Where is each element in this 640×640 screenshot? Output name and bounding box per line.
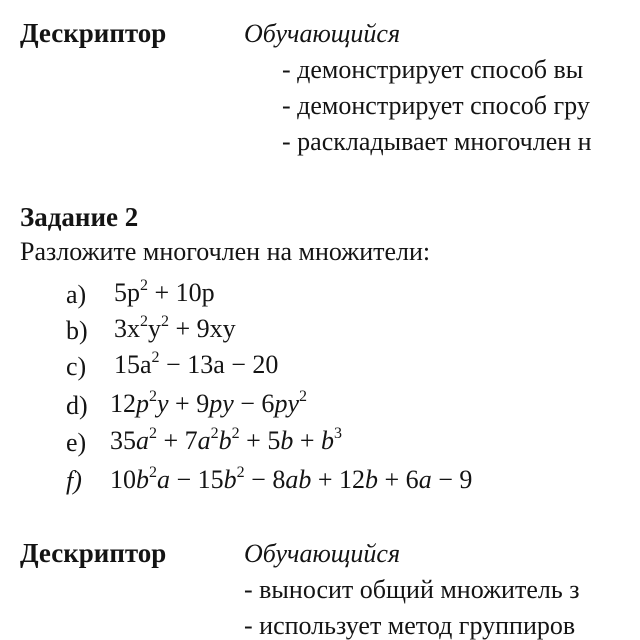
task-instruction: Разложите многочлен на множители: xyxy=(20,237,431,266)
exercise-expression-d: $12p^2y + 9py - 6py^2$ xyxy=(110,388,307,418)
descriptor-heading-2: Дескриптор xyxy=(20,538,167,568)
exercise-expression-f: $10b^2a - 15b^2 - 8ab + 12b + 6a - 9$ xyxy=(110,464,473,494)
descriptor-heading-1: Дескриптор xyxy=(20,18,167,48)
exercise-expression-e: $35a^2 + 7a^2b^2 + 5b + b^3$ xyxy=(110,425,343,455)
exercise-expression-b: $3x^2y^2 + 9xy$ xyxy=(114,313,236,343)
exercise-expression-c: $15a^2 - 13a - 20$ xyxy=(114,349,279,379)
exercise-label-c: c) xyxy=(66,352,87,381)
descriptor2-item-2: - использует метод группиров xyxy=(244,611,576,640)
descriptor1-item-1: - демонстрирует способ вы xyxy=(282,55,584,84)
task-heading: Задание 2 xyxy=(20,202,139,232)
descriptor2-item-1: - выносит общий множитель з xyxy=(244,575,580,604)
exercise-label-d: d) xyxy=(66,391,88,420)
exercise-expression-a: $5p^2 + 10p$ xyxy=(114,277,215,307)
exercise-label-f: f) xyxy=(66,466,82,495)
exercise-label-e: e) xyxy=(66,428,87,457)
exercise-label-a: a) xyxy=(66,280,87,309)
descriptor1-item-3: - раскладывает многочлен н xyxy=(282,127,592,156)
exercise-label-b: b) xyxy=(66,316,88,345)
descriptor-subject-2: Обучающийся xyxy=(244,539,401,568)
descriptor1-item-2: - демонстрирует способ гру xyxy=(282,91,590,120)
descriptor-subject-1: Обучающийся xyxy=(244,19,401,48)
